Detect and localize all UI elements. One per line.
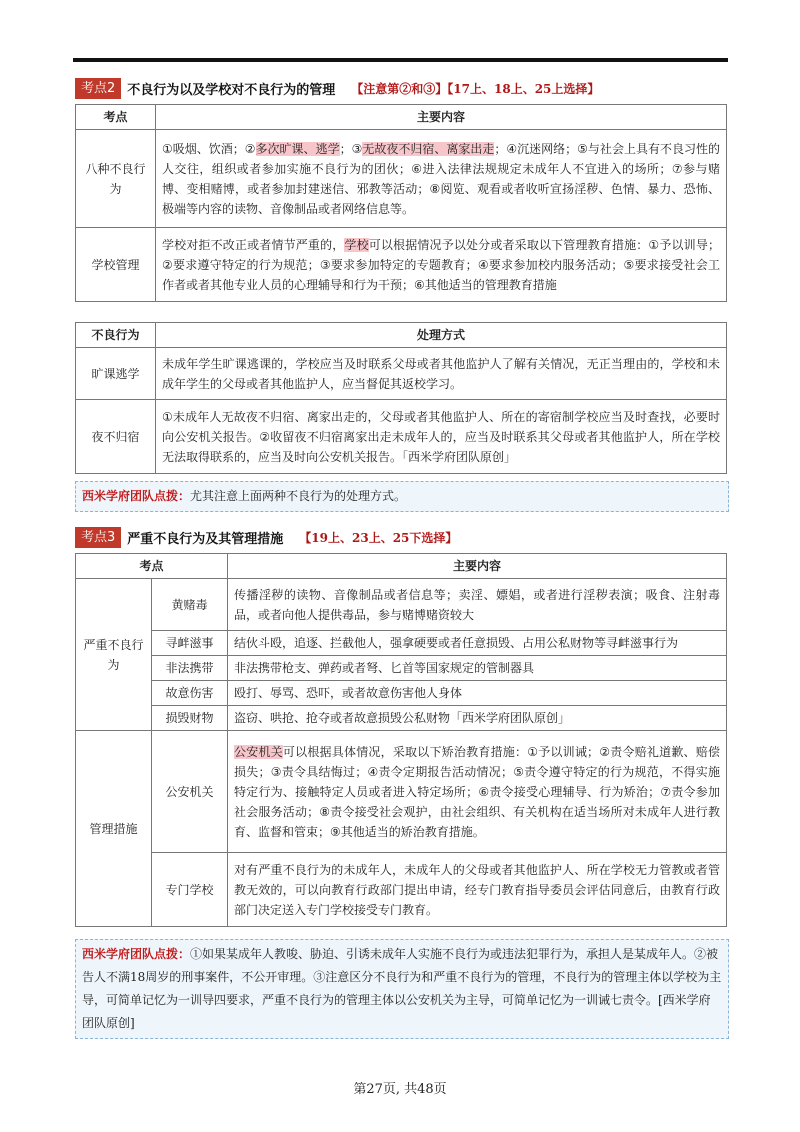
section-2-heading [75,78,599,99]
table-header: 处理方式 [156,323,727,348]
item-label: 寻衅滋事 [152,631,228,656]
table-header: 不良行为 [76,323,156,348]
tip-label: 西米学府团队点拨： [82,947,191,961]
item-label-police: 公安机关 [152,731,228,853]
item-label: 非法携带 [152,656,228,681]
bad-behavior-table [75,104,727,302]
item-content: 结伙斗殴，追逐、拦截他人，强拿硬要或者任意损毁、占用公私财物等寻衅滋事行为 [228,631,727,656]
item-label: 故意伤害 [152,681,228,706]
table-header: 主要内容 [228,554,727,579]
item-label: 黄赌毒 [152,579,228,631]
school-management-content: 学校对拒不改正或者情节严重的，学校可以根据情况予以处分或者采取以下管理教育措施：①予以训导；②要求遵守特定的行为规范；③要求参加特定的专题教育；④要求参加校内服务活动；⑤要求接受社会工作者或者其他专业人员的心理辅导和行为干预；⑥其他适当的管理教育措施 [156,228,727,302]
eight-behaviors-content: ①吸烟、饮酒；②多次旷课、逃学；③无故夜不归宿、离家出走；④沉迷网络；⑤与社会上具有不良习性的人交往，组织或者参加实施不良行为的团伙；⑥进入法律法规规定未成年人不宜进入的场所；⑦参与赌博、变相赌博，或者参加封建迷信、邪教等活动；⑧阅览、观看或者收听宣扬淫秽、色情、暴力、恐怖、极端等内容的读物、音像制品或者网络信息等。 [156,130,727,228]
row-label-school-management: 学校管理 [76,228,156,302]
item-content: 殴打、辱骂、恐吓，或者故意伤害他人身体 [228,681,727,706]
item-content: 非法携带枪支、弹药或者弩、匕首等国家规定的管制器具 [228,656,727,681]
group-serious-bad-behavior: 严重不良行为 [76,579,152,731]
tip-text: ①如果某成年人教唆、胁迫、引诱未成年人实施不良行为或违法犯罪行为，承担人是某成年人。②被告人不满18周岁的刑事案件，不公开审理。③注意区分不良行为和严重不良行为的管理，不良行为的管理主体以学校为主导，可简单记忆为一训导四要求，严重不良行为的管理主体以公安机关为主导，可简单记忆为一训诫七责令。[西米学府团队原创] [82,947,722,1030]
handling-table [75,322,727,474]
section-2-note: 【注意第②和③】【17上、18上、25上选择】 [351,82,600,96]
section-3-badge: 考点3 [75,527,121,548]
row-label-night-out: 夜不归宿 [76,400,156,474]
truancy-content: 未成年学生旷课逃课的，学校应当及时联系父母或者其他监护人了解有关情况，无正当理由的，学校和未成年学生的父母或者其他监护人，应当督促其返校学习。 [156,348,727,400]
row-label-truancy: 旷课逃学 [76,348,156,400]
tip-text: 尤其注意上面两种不良行为的处理方式。 [190,489,407,503]
section-3-heading [75,527,457,548]
tip-label: 西米学府团队点拨： [82,489,191,503]
section-3-title: 严重不良行为及其管理措施 [127,532,284,547]
section-2-badge: 考点2 [75,78,121,99]
item-label: 损毁财物 [152,706,228,731]
police-content: 公安机关可以根据具体情况，采取以下矫治教育措施：①予以训诫；②责令赔礼道歉、赔偿损失；③责令具结悔过；④责令定期报告活动情况；⑤责令遵守特定的行为规范，不得实施特定行为、接触特定人员或者进入特定场所；⑥责令接受心理辅导、行为矫治；⑦责令参加社会服务活动；⑧责令接受社会观护，由社会组织、有关机构在适当场所对未成年人进行教育、监督和管束；⑨其他适当的矫治教育措施。 [228,731,727,853]
table-header: 主要内容 [156,105,727,130]
page-number: 第27页, 共48页 [353,1082,447,1097]
night-out-content: ①未成年人无故夜不归宿、离家出走的，父母或者其他监护人、所在的寄宿制学校应当及时查找，必要时向公安机关报告。②收留夜不归宿离家出走未成年人的，应当及时联系其父母或者其他监护人，所在学校无法取得联系的，应当及时向公安机关报告。「西米学府团队原创」 [156,400,727,474]
item-label-special-school: 专门学校 [152,853,228,927]
tip-box-1 [75,481,729,512]
item-content: 传播淫秽的读物、音像制品或者信息等；卖淫、嫖娼，或者进行淫秽表演；吸食、注射毒品，或者向他人提供毒品，参与赌博赌资较大 [228,579,727,631]
section-3-note: 【19上、23上、25下选择】 [299,531,458,545]
row-label-eight-behaviors: 八种不良行为 [76,130,156,228]
table-header: 考点 [76,554,228,579]
item-content: 盗窃、哄抢、抢夺或者故意损毁公私财物「西米学府团队原创」 [228,706,727,731]
special-school-content: 对有严重不良行为的未成年人，未成年人的父母或者其他监护人、所在学校无力管教或者管教无效的，可以向教育行政部门提出申请，经专门教育指导委员会评估同意后，由教育行政部门决定送入专门学校接受专门教育。 [228,853,727,927]
table-header: 考点 [76,105,156,130]
tip-box-2 [75,939,729,1039]
section-2-title: 不良行为以及学校对不良行为的管理 [127,83,336,98]
group-management-measures: 管理措施 [76,731,152,927]
top-rule [73,58,728,62]
serious-behavior-table [75,553,727,927]
